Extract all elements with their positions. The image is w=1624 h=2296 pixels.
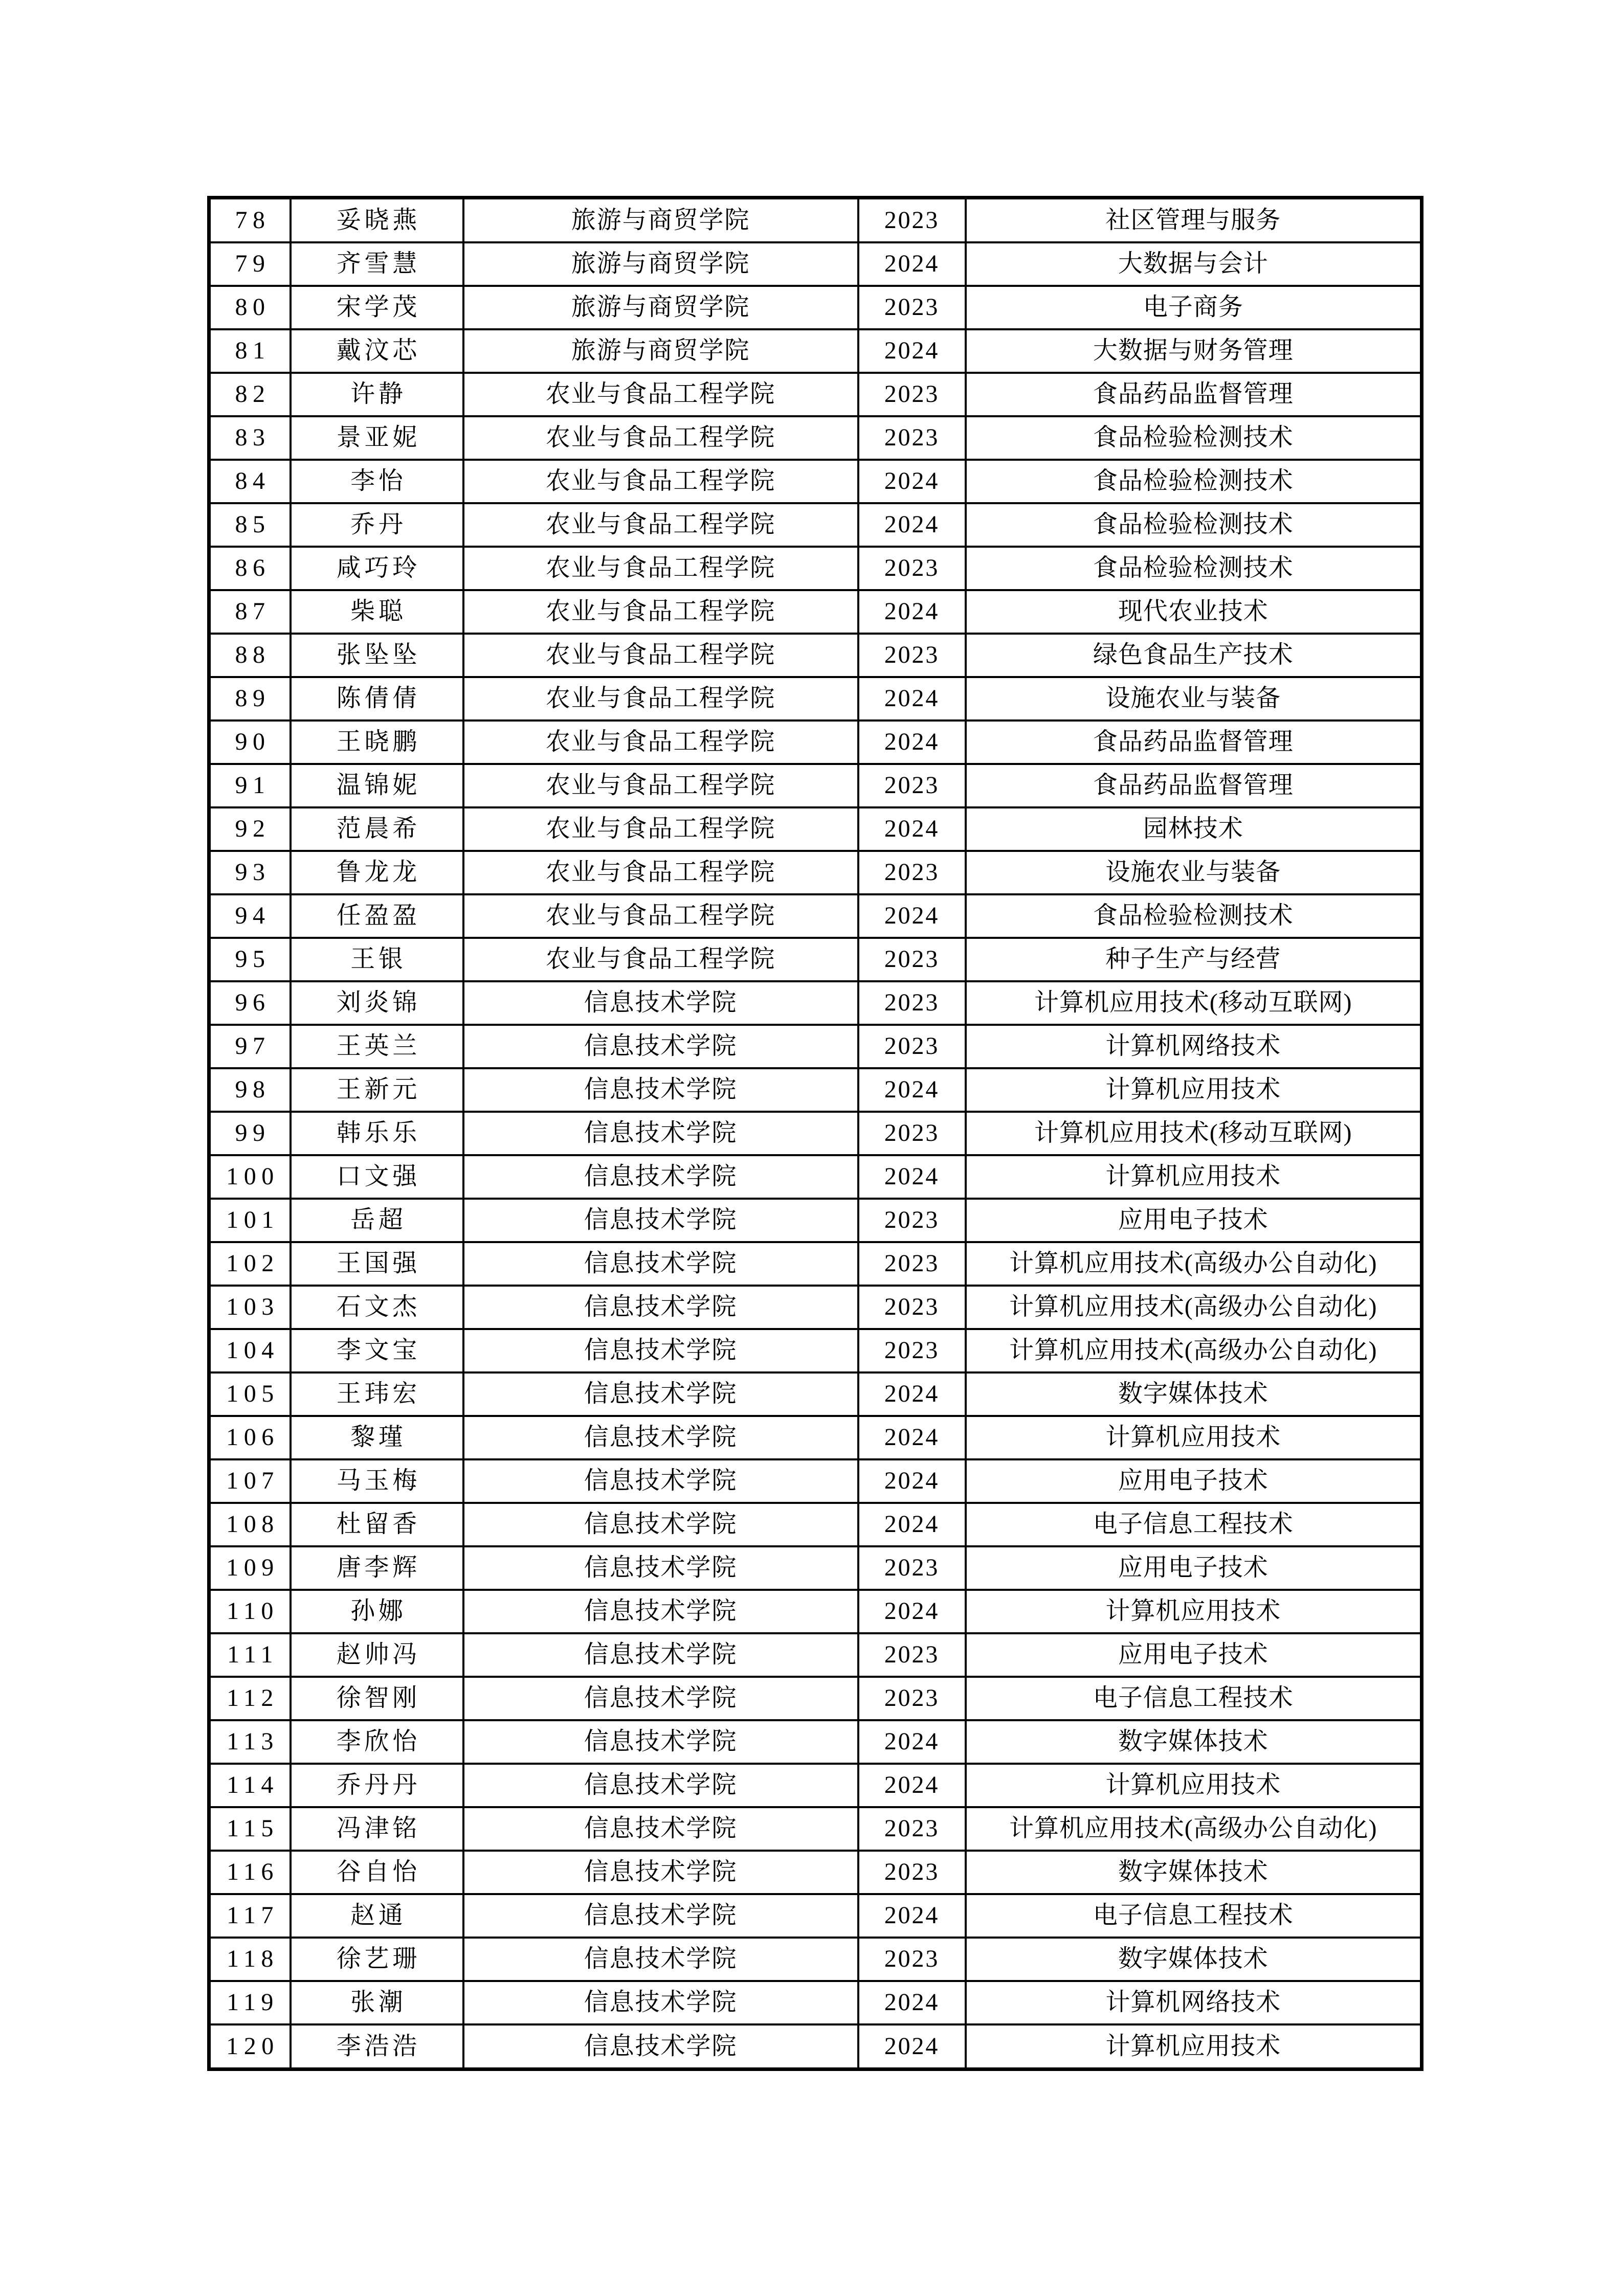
cell-number: 90 bbox=[209, 721, 291, 764]
table-row bbox=[209, 1981, 1422, 2024]
cell-college: 信息技术学院 bbox=[463, 1851, 858, 1894]
cell-name: 孙娜 bbox=[291, 1590, 463, 1633]
cell-year: 2023 bbox=[858, 547, 966, 590]
table-row bbox=[209, 503, 1422, 547]
cell-name: 徐艺珊 bbox=[291, 1938, 463, 1981]
cell-name: 杜留香 bbox=[291, 1503, 463, 1546]
cell-name: 谷自怡 bbox=[291, 1851, 463, 1894]
cell-number: 103 bbox=[209, 1286, 291, 1329]
cell-number: 113 bbox=[209, 1720, 291, 1764]
cell-name: 黎瑾 bbox=[291, 1416, 463, 1459]
cell-name: 口文强 bbox=[291, 1155, 463, 1199]
cell-year: 2023 bbox=[858, 1329, 966, 1372]
cell-name: 李怡 bbox=[291, 460, 463, 503]
cell-number: 87 bbox=[209, 590, 291, 634]
cell-college: 农业与食品工程学院 bbox=[463, 807, 858, 851]
cell-major: 设施农业与装备 bbox=[966, 851, 1422, 894]
cell-college: 信息技术学院 bbox=[463, 2024, 858, 2069]
cell-year: 2023 bbox=[858, 416, 966, 460]
cell-major: 社区管理与服务 bbox=[966, 198, 1422, 242]
cell-number: 79 bbox=[209, 242, 291, 286]
cell-name: 许静 bbox=[291, 373, 463, 416]
cell-year: 2023 bbox=[858, 1546, 966, 1590]
cell-year: 2023 bbox=[858, 851, 966, 894]
cell-number: 89 bbox=[209, 677, 291, 721]
cell-major: 计算机应用技术(高级办公自动化) bbox=[966, 1329, 1422, 1372]
cell-major: 食品药品监督管理 bbox=[966, 373, 1422, 416]
cell-number: 105 bbox=[209, 1372, 291, 1416]
table-row bbox=[209, 1242, 1422, 1286]
cell-college: 农业与食品工程学院 bbox=[463, 764, 858, 807]
cell-name: 徐智刚 bbox=[291, 1677, 463, 1720]
cell-name: 景亚妮 bbox=[291, 416, 463, 460]
cell-name: 李欣怡 bbox=[291, 1720, 463, 1764]
cell-name: 齐雪慧 bbox=[291, 242, 463, 286]
cell-major: 计算机应用技术(移动互联网) bbox=[966, 981, 1422, 1025]
cell-number: 92 bbox=[209, 807, 291, 851]
cell-college: 农业与食品工程学院 bbox=[463, 634, 858, 677]
cell-name: 王玮宏 bbox=[291, 1372, 463, 1416]
cell-year: 2024 bbox=[858, 1155, 966, 1199]
table-row bbox=[209, 677, 1422, 721]
cell-year: 2024 bbox=[858, 460, 966, 503]
cell-college: 信息技术学院 bbox=[463, 1459, 858, 1503]
table-row bbox=[209, 242, 1422, 286]
cell-number: 97 bbox=[209, 1025, 291, 1068]
cell-college: 信息技术学院 bbox=[463, 1677, 858, 1720]
cell-major: 食品检验检测技术 bbox=[966, 503, 1422, 547]
cell-major: 计算机网络技术 bbox=[966, 1981, 1422, 2024]
cell-name: 王银 bbox=[291, 938, 463, 981]
cell-year: 2024 bbox=[858, 807, 966, 851]
cell-year: 2024 bbox=[858, 894, 966, 938]
table-row bbox=[209, 1894, 1422, 1938]
cell-major: 计算机网络技术 bbox=[966, 1025, 1422, 1068]
cell-name: 冯津铭 bbox=[291, 1807, 463, 1851]
cell-year: 2024 bbox=[858, 721, 966, 764]
cell-major: 食品检验检测技术 bbox=[966, 547, 1422, 590]
cell-major: 电子信息工程技术 bbox=[966, 1677, 1422, 1720]
cell-year: 2023 bbox=[858, 198, 966, 242]
cell-number: 107 bbox=[209, 1459, 291, 1503]
table-row bbox=[209, 2024, 1422, 2069]
cell-year: 2023 bbox=[858, 1677, 966, 1720]
cell-college: 农业与食品工程学院 bbox=[463, 938, 858, 981]
table-row bbox=[209, 1025, 1422, 1068]
cell-college: 旅游与商贸学院 bbox=[463, 286, 858, 329]
table-row bbox=[209, 851, 1422, 894]
table-row bbox=[209, 938, 1422, 981]
cell-year: 2023 bbox=[858, 286, 966, 329]
cell-year: 2023 bbox=[858, 981, 966, 1025]
cell-year: 2024 bbox=[858, 329, 966, 373]
cell-number: 102 bbox=[209, 1242, 291, 1286]
cell-college: 农业与食品工程学院 bbox=[463, 460, 858, 503]
cell-college: 农业与食品工程学院 bbox=[463, 373, 858, 416]
table-row bbox=[209, 894, 1422, 938]
cell-name: 韩乐乐 bbox=[291, 1112, 463, 1155]
cell-major: 食品药品监督管理 bbox=[966, 764, 1422, 807]
cell-major: 园林技术 bbox=[966, 807, 1422, 851]
cell-year: 2024 bbox=[858, 1416, 966, 1459]
cell-year: 2024 bbox=[858, 503, 966, 547]
cell-number: 83 bbox=[209, 416, 291, 460]
cell-college: 信息技术学院 bbox=[463, 1372, 858, 1416]
cell-college: 信息技术学院 bbox=[463, 1155, 858, 1199]
cell-major: 计算机应用技术(移动互联网) bbox=[966, 1112, 1422, 1155]
table-row bbox=[209, 1764, 1422, 1807]
cell-number: 114 bbox=[209, 1764, 291, 1807]
table-row bbox=[209, 373, 1422, 416]
cell-major: 计算机应用技术 bbox=[966, 1416, 1422, 1459]
cell-name: 李浩浩 bbox=[291, 2024, 463, 2069]
cell-major: 种子生产与经营 bbox=[966, 938, 1422, 981]
cell-number: 111 bbox=[209, 1633, 291, 1677]
table-row bbox=[209, 1633, 1422, 1677]
cell-year: 2024 bbox=[858, 2024, 966, 2069]
cell-year: 2024 bbox=[858, 590, 966, 634]
cell-number: 88 bbox=[209, 634, 291, 677]
cell-major: 计算机应用技术(高级办公自动化) bbox=[966, 1807, 1422, 1851]
cell-college: 农业与食品工程学院 bbox=[463, 851, 858, 894]
cell-number: 106 bbox=[209, 1416, 291, 1459]
cell-number: 109 bbox=[209, 1546, 291, 1590]
table-row bbox=[209, 1590, 1422, 1633]
student-table-body bbox=[209, 198, 1422, 2069]
cell-number: 110 bbox=[209, 1590, 291, 1633]
cell-college: 信息技术学院 bbox=[463, 1807, 858, 1851]
cell-college: 农业与食品工程学院 bbox=[463, 416, 858, 460]
cell-major: 计算机应用技术 bbox=[966, 1764, 1422, 1807]
cell-name: 宋学茂 bbox=[291, 286, 463, 329]
cell-name: 岳超 bbox=[291, 1199, 463, 1242]
cell-major: 计算机应用技术 bbox=[966, 1068, 1422, 1112]
cell-major: 食品药品监督管理 bbox=[966, 721, 1422, 764]
table-row bbox=[209, 764, 1422, 807]
table-row bbox=[209, 1807, 1422, 1851]
cell-major: 计算机应用技术(高级办公自动化) bbox=[966, 1242, 1422, 1286]
table-row bbox=[209, 1416, 1422, 1459]
table-row bbox=[209, 1068, 1422, 1112]
cell-name: 任盈盈 bbox=[291, 894, 463, 938]
cell-major: 绿色食品生产技术 bbox=[966, 634, 1422, 677]
cell-year: 2024 bbox=[858, 242, 966, 286]
cell-number: 95 bbox=[209, 938, 291, 981]
cell-college: 农业与食品工程学院 bbox=[463, 547, 858, 590]
cell-college: 信息技术学院 bbox=[463, 1503, 858, 1546]
cell-number: 104 bbox=[209, 1329, 291, 1372]
cell-name: 刘炎锦 bbox=[291, 981, 463, 1025]
cell-number: 118 bbox=[209, 1938, 291, 1981]
cell-major: 大数据与会计 bbox=[966, 242, 1422, 286]
table-row bbox=[209, 547, 1422, 590]
cell-major: 电子信息工程技术 bbox=[966, 1894, 1422, 1938]
cell-name: 戴汶芯 bbox=[291, 329, 463, 373]
cell-number: 120 bbox=[209, 2024, 291, 2069]
cell-college: 信息技术学院 bbox=[463, 1590, 858, 1633]
cell-number: 80 bbox=[209, 286, 291, 329]
table-row bbox=[209, 1459, 1422, 1503]
student-roster-table bbox=[207, 196, 1423, 2071]
cell-number: 81 bbox=[209, 329, 291, 373]
cell-college: 旅游与商贸学院 bbox=[463, 242, 858, 286]
cell-college: 农业与食品工程学院 bbox=[463, 721, 858, 764]
cell-name: 咸巧玲 bbox=[291, 547, 463, 590]
cell-major: 食品检验检测技术 bbox=[966, 894, 1422, 938]
table-row bbox=[209, 721, 1422, 764]
cell-major: 大数据与财务管理 bbox=[966, 329, 1422, 373]
table-row bbox=[209, 460, 1422, 503]
cell-name: 张坠坠 bbox=[291, 634, 463, 677]
cell-year: 2023 bbox=[858, 764, 966, 807]
cell-year: 2024 bbox=[858, 1459, 966, 1503]
cell-name: 张潮 bbox=[291, 1981, 463, 2024]
cell-year: 2023 bbox=[858, 1286, 966, 1329]
cell-college: 信息技术学院 bbox=[463, 1329, 858, 1372]
cell-college: 信息技术学院 bbox=[463, 1025, 858, 1068]
table-row bbox=[209, 1720, 1422, 1764]
cell-college: 农业与食品工程学院 bbox=[463, 590, 858, 634]
cell-name: 王英兰 bbox=[291, 1025, 463, 1068]
cell-major: 计算机应用技术 bbox=[966, 1155, 1422, 1199]
cell-name: 柴聪 bbox=[291, 590, 463, 634]
table-row bbox=[209, 329, 1422, 373]
table-row bbox=[209, 1199, 1422, 1242]
cell-name: 鲁龙龙 bbox=[291, 851, 463, 894]
cell-year: 2024 bbox=[858, 1372, 966, 1416]
cell-number: 84 bbox=[209, 460, 291, 503]
cell-year: 2024 bbox=[858, 1720, 966, 1764]
cell-major: 数字媒体技术 bbox=[966, 1851, 1422, 1894]
cell-number: 82 bbox=[209, 373, 291, 416]
cell-college: 旅游与商贸学院 bbox=[463, 198, 858, 242]
cell-number: 94 bbox=[209, 894, 291, 938]
cell-college: 信息技术学院 bbox=[463, 1112, 858, 1155]
table-row bbox=[209, 1938, 1422, 1981]
cell-college: 信息技术学院 bbox=[463, 1242, 858, 1286]
table-row bbox=[209, 1677, 1422, 1720]
cell-major: 数字媒体技术 bbox=[966, 1372, 1422, 1416]
cell-name: 妥晓燕 bbox=[291, 198, 463, 242]
cell-major: 计算机应用技术 bbox=[966, 1590, 1422, 1633]
table-row bbox=[209, 416, 1422, 460]
cell-major: 数字媒体技术 bbox=[966, 1938, 1422, 1981]
cell-college: 信息技术学院 bbox=[463, 1981, 858, 2024]
cell-name: 乔丹 bbox=[291, 503, 463, 547]
cell-major: 应用电子技术 bbox=[966, 1459, 1422, 1503]
cell-number: 99 bbox=[209, 1112, 291, 1155]
cell-year: 2023 bbox=[858, 1851, 966, 1894]
cell-year: 2023 bbox=[858, 1199, 966, 1242]
cell-year: 2023 bbox=[858, 1938, 966, 1981]
table-row bbox=[209, 1851, 1422, 1894]
table-row bbox=[209, 1503, 1422, 1546]
cell-number: 86 bbox=[209, 547, 291, 590]
cell-year: 2024 bbox=[858, 1590, 966, 1633]
cell-number: 98 bbox=[209, 1068, 291, 1112]
cell-year: 2023 bbox=[858, 1633, 966, 1677]
cell-name: 唐李辉 bbox=[291, 1546, 463, 1590]
table-row bbox=[209, 1372, 1422, 1416]
cell-name: 范晨希 bbox=[291, 807, 463, 851]
cell-name: 王晓鹏 bbox=[291, 721, 463, 764]
cell-number: 117 bbox=[209, 1894, 291, 1938]
cell-college: 信息技术学院 bbox=[463, 1633, 858, 1677]
cell-major: 电子商务 bbox=[966, 286, 1422, 329]
cell-year: 2024 bbox=[858, 1894, 966, 1938]
cell-major: 食品检验检测技术 bbox=[966, 460, 1422, 503]
cell-major: 食品检验检测技术 bbox=[966, 416, 1422, 460]
cell-college: 信息技术学院 bbox=[463, 1068, 858, 1112]
cell-college: 农业与食品工程学院 bbox=[463, 677, 858, 721]
cell-year: 2023 bbox=[858, 373, 966, 416]
cell-college: 信息技术学院 bbox=[463, 1938, 858, 1981]
cell-number: 93 bbox=[209, 851, 291, 894]
cell-college: 信息技术学院 bbox=[463, 1286, 858, 1329]
cell-name: 乔丹丹 bbox=[291, 1764, 463, 1807]
cell-college: 旅游与商贸学院 bbox=[463, 329, 858, 373]
cell-year: 2024 bbox=[858, 1503, 966, 1546]
cell-name: 李文宝 bbox=[291, 1329, 463, 1372]
cell-college: 信息技术学院 bbox=[463, 1416, 858, 1459]
cell-number: 108 bbox=[209, 1503, 291, 1546]
table-row bbox=[209, 1286, 1422, 1329]
cell-number: 116 bbox=[209, 1851, 291, 1894]
cell-college: 信息技术学院 bbox=[463, 1894, 858, 1938]
table-row bbox=[209, 1329, 1422, 1372]
table-row bbox=[209, 198, 1422, 242]
cell-name: 王国强 bbox=[291, 1242, 463, 1286]
cell-college: 信息技术学院 bbox=[463, 1546, 858, 1590]
cell-name: 石文杰 bbox=[291, 1286, 463, 1329]
cell-year: 2024 bbox=[858, 1981, 966, 2024]
cell-year: 2024 bbox=[858, 1068, 966, 1112]
cell-name: 赵帅冯 bbox=[291, 1633, 463, 1677]
cell-major: 现代农业技术 bbox=[966, 590, 1422, 634]
cell-year: 2023 bbox=[858, 634, 966, 677]
cell-year: 2023 bbox=[858, 1242, 966, 1286]
cell-year: 2023 bbox=[858, 1112, 966, 1155]
cell-college: 信息技术学院 bbox=[463, 1764, 858, 1807]
cell-number: 78 bbox=[209, 198, 291, 242]
cell-college: 信息技术学院 bbox=[463, 981, 858, 1025]
cell-year: 2023 bbox=[858, 1807, 966, 1851]
cell-year: 2024 bbox=[858, 1764, 966, 1807]
cell-number: 85 bbox=[209, 503, 291, 547]
cell-college: 农业与食品工程学院 bbox=[463, 503, 858, 547]
cell-major: 应用电子技术 bbox=[966, 1546, 1422, 1590]
cell-major: 计算机应用技术(高级办公自动化) bbox=[966, 1286, 1422, 1329]
cell-number: 112 bbox=[209, 1677, 291, 1720]
cell-major: 应用电子技术 bbox=[966, 1199, 1422, 1242]
cell-name: 马玉梅 bbox=[291, 1459, 463, 1503]
table-row bbox=[209, 807, 1422, 851]
cell-major: 设施农业与装备 bbox=[966, 677, 1422, 721]
cell-year: 2023 bbox=[858, 938, 966, 981]
cell-college: 信息技术学院 bbox=[463, 1199, 858, 1242]
cell-number: 115 bbox=[209, 1807, 291, 1851]
cell-number: 119 bbox=[209, 1981, 291, 2024]
table-row bbox=[209, 590, 1422, 634]
table-row bbox=[209, 1112, 1422, 1155]
cell-college: 信息技术学院 bbox=[463, 1720, 858, 1764]
table-row bbox=[209, 981, 1422, 1025]
cell-year: 2023 bbox=[858, 1025, 966, 1068]
table-row bbox=[209, 634, 1422, 677]
cell-name: 陈倩倩 bbox=[291, 677, 463, 721]
cell-year: 2024 bbox=[858, 677, 966, 721]
table-row bbox=[209, 1155, 1422, 1199]
cell-college: 农业与食品工程学院 bbox=[463, 894, 858, 938]
cell-major: 数字媒体技术 bbox=[966, 1720, 1422, 1764]
table-row bbox=[209, 286, 1422, 329]
cell-major: 应用电子技术 bbox=[966, 1633, 1422, 1677]
cell-name: 温锦妮 bbox=[291, 764, 463, 807]
cell-number: 101 bbox=[209, 1199, 291, 1242]
cell-name: 赵通 bbox=[291, 1894, 463, 1938]
cell-name: 王新元 bbox=[291, 1068, 463, 1112]
cell-number: 100 bbox=[209, 1155, 291, 1199]
cell-number: 96 bbox=[209, 981, 291, 1025]
cell-number: 91 bbox=[209, 764, 291, 807]
table-row bbox=[209, 1546, 1422, 1590]
cell-major: 计算机应用技术 bbox=[966, 2024, 1422, 2069]
cell-major: 电子信息工程技术 bbox=[966, 1503, 1422, 1546]
